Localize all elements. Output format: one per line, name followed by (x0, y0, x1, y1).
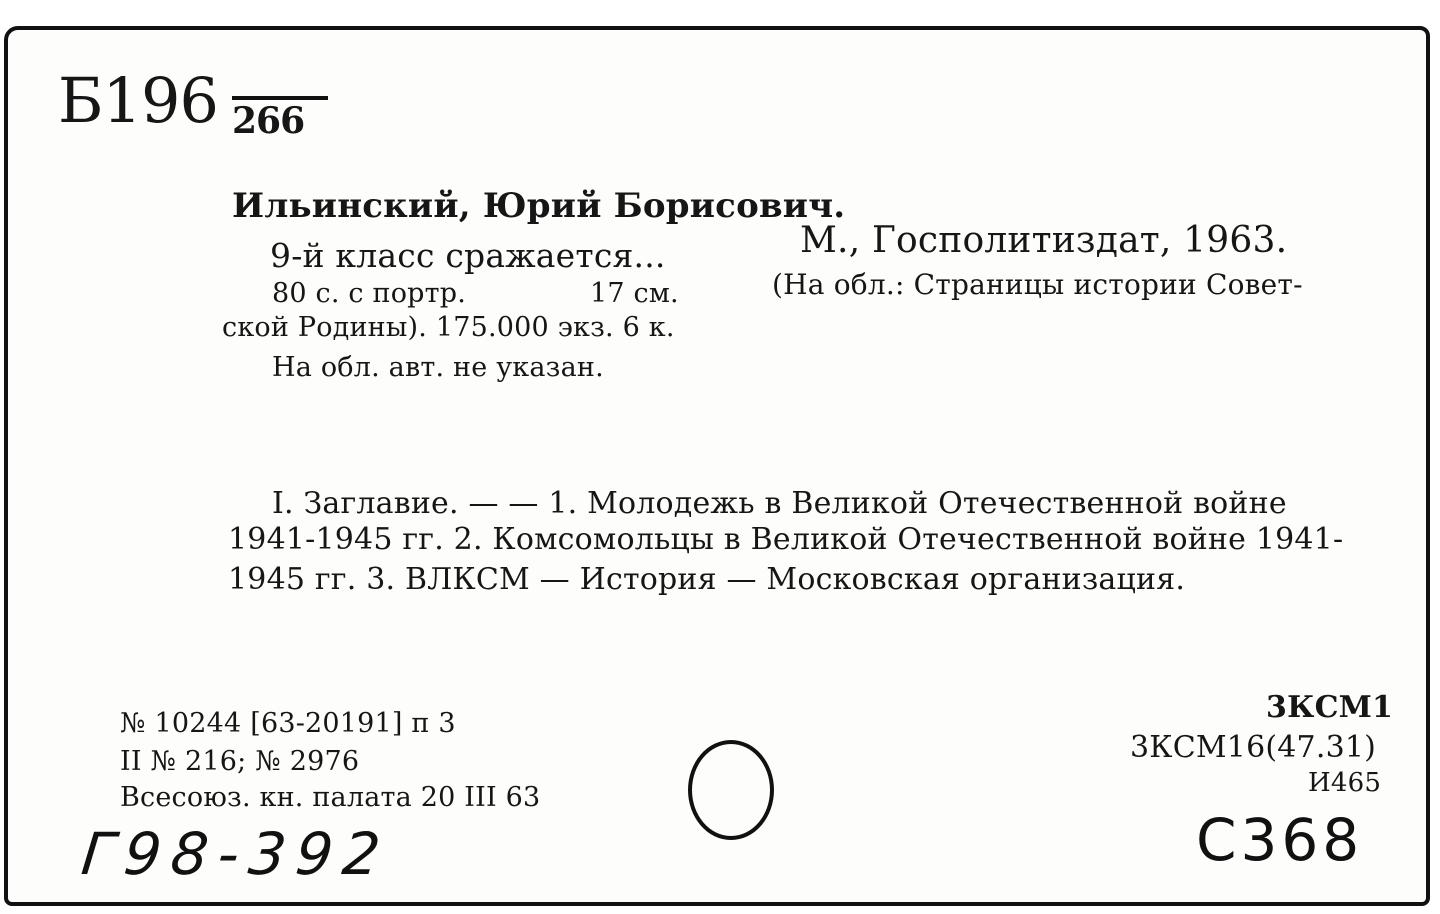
classification-line2: 3КСМ16(47.31) (1130, 730, 1377, 765)
call-number-sub: 266 (232, 100, 305, 142)
handwritten-left-number: Г98-392 (78, 820, 394, 888)
registration-line2: II № 216; № 2976 (120, 746, 360, 777)
subject-line2: 1941-1945 гг. 2. Комсомольцы в Великой Отечественной войне 1941- (228, 522, 1344, 557)
subject-line1: I. Заглавие. — — 1. Молодежь в Великой Отечественной войне (272, 486, 1287, 521)
classification-line1: 3КСМ1 (1266, 690, 1394, 725)
pagination: 80 с. с портр. (272, 278, 467, 309)
registration-line1: № 10244 [63-20191] п 3 (120, 708, 456, 739)
card-punch-hole (688, 740, 774, 840)
handwritten-right-code: С368 (1196, 806, 1364, 874)
classification-line3: И465 (1308, 768, 1382, 798)
author-note: На обл. авт. не указан. (272, 352, 604, 383)
book-title: 9-й класс сражается... (270, 236, 666, 275)
author-heading: Ильинский, Юрий Борисович. (232, 186, 846, 226)
subject-line3: 1945 гг. 3. ВЛКСМ — История — Московская организация. (228, 562, 1186, 597)
size: 17 см. (590, 278, 679, 309)
call-number-main: Б196 (58, 64, 218, 137)
registration-line3: Всесоюз. кн. палата 20 III 63 (120, 782, 541, 813)
series-note-line2: ской Родины). 175.000 экз. 6 к. (222, 312, 675, 343)
imprint: М., Госполитиздат, 1963. (800, 220, 1288, 261)
series-note-line1: (На обл.: Страницы истории Совет- (772, 268, 1303, 301)
